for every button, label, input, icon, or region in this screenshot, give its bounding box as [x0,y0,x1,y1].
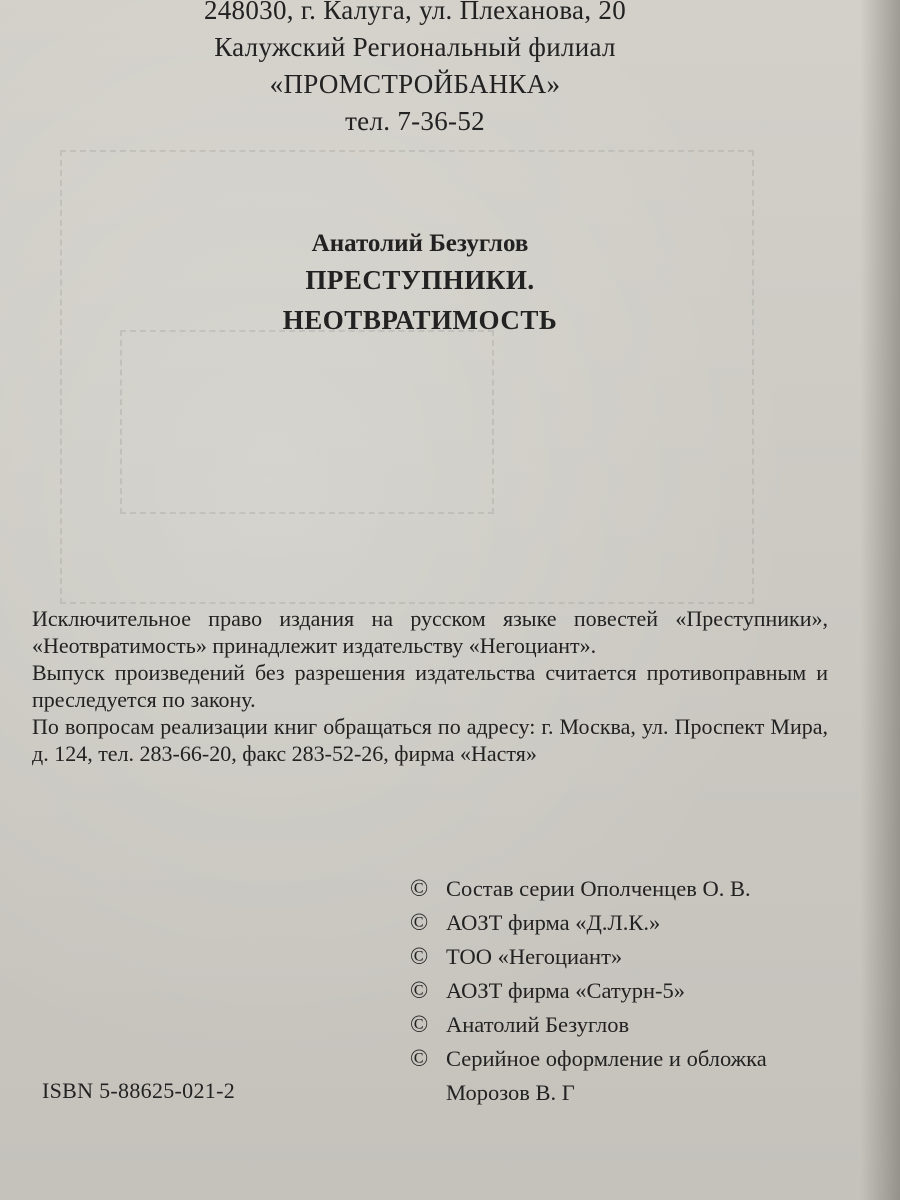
copyright-item [410,872,850,906]
rights-paragraph: Исключительное право издания на русском языке повестей «Преступники», «Неотвратимость» принадлежит издательству «Негоциант». [32,606,828,658]
branch-line: Калужский Региональный филиал [214,32,616,62]
phone-line: тел. 7-36-52 [345,106,485,136]
copyright-list [410,872,850,1109]
copyright-item [410,1042,850,1076]
copyright-text: ТОО «Негоциант» [446,944,623,969]
book-title-line-1: ПРЕСТУПНИКИ. [305,265,535,295]
copyright-icon: © [410,1046,429,1072]
copyright-text: АОЗТ фирма «Сатурн-5» [446,978,685,1003]
copyright-text: Серийное оформление и обложка [446,1046,767,1071]
publisher-header [0,0,830,140]
show-through-inner-frame [120,330,494,514]
copyright-item [410,974,850,1008]
copyright-icon: © [410,1012,429,1038]
author-name: Анатолий Безуглов [311,230,529,257]
copyright-icon: © [410,944,429,970]
copyright-text: Анатолий Безуглов [446,1012,630,1037]
copyright-icon: © [410,910,429,936]
title-block [0,228,840,340]
copyright-text: АОЗТ фирма «Д.Л.К.» [446,910,661,935]
page-edge-shadow [860,0,900,1200]
copyright-item-continuation: Морозов В. Г [446,1080,575,1105]
copyright-text: Состав серии Ополченцев О. В. [446,876,751,901]
copyright-item [410,940,850,974]
copyright-item [410,906,850,940]
rights-paragraph: Выпуск произведений без разрешения издательства считается противоправным и преследуется по закону. [32,660,828,712]
copyright-item [410,1008,850,1042]
copyright-icon: © [410,876,429,902]
copyright-icon: © [410,978,429,1004]
bank-line: «ПРОМСТРОЙБАНКА» [269,69,561,99]
isbn-number: ISBN 5-88625-021-2 [42,1078,236,1103]
address-line: 248030, г. Калуга, ул. Плеханова, 20 [203,0,627,25]
rights-notice [32,605,828,767]
book-title-line-2: НЕОТВРАТИМОСТЬ [282,305,558,335]
rights-paragraph: По вопросам реализации книг обращаться по адресу: г. Москва, ул. Проспект Мира, д. 124, тел. 283-66-20, факс 283-52-26, фирма «Настя» [32,714,828,766]
